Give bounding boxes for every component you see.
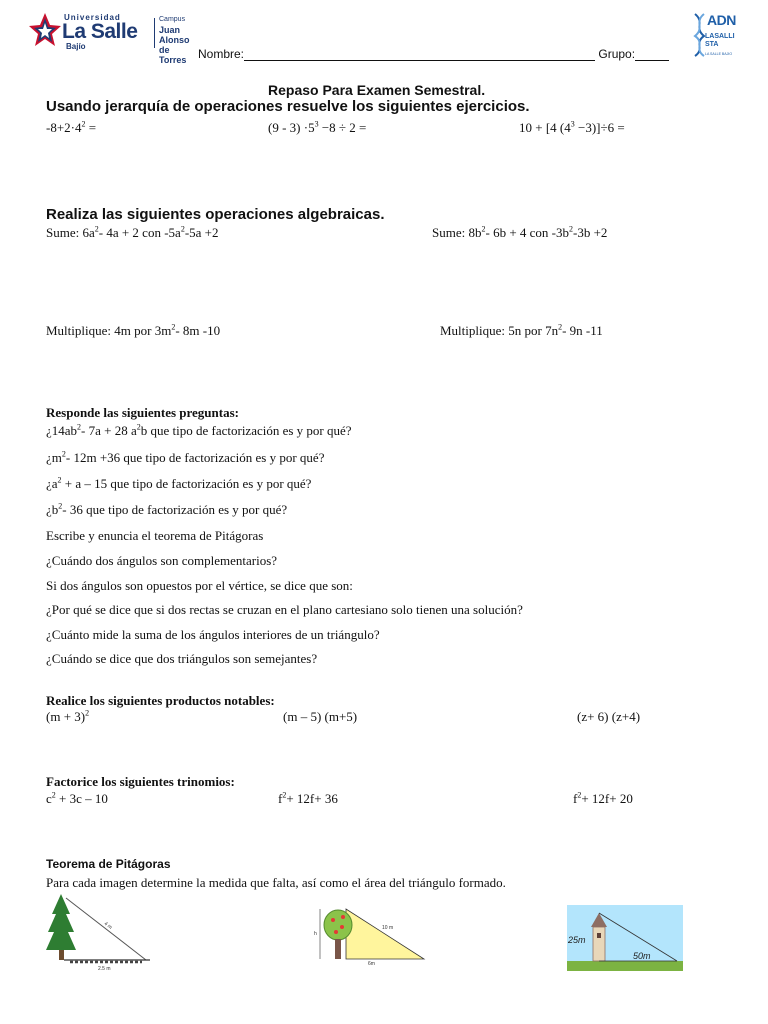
sum-1 xyxy=(46,225,219,241)
adn-lasallista-logo xyxy=(693,12,743,60)
question-9: ¿Cuánto mide la suma de los ángulos interiores de un triángulo? xyxy=(46,627,380,642)
question-3 xyxy=(46,476,311,492)
t3-b: + 12f+ 20 xyxy=(581,791,633,806)
fig2-hyp-label: 10 m xyxy=(382,925,394,931)
ex3-rest: −3)]÷6 = xyxy=(574,120,625,135)
q3-exp: 2 xyxy=(57,475,62,485)
ex3-base: 10 + [4 (4 xyxy=(519,120,571,135)
mul2-a: Multiplique: 5n por 7n xyxy=(440,323,559,338)
section2-heading: Realiza las siguientes operaciones algebraicas. xyxy=(46,206,385,223)
t3-a: f xyxy=(573,791,578,806)
la-salle-logo xyxy=(28,12,190,65)
ex1-rest: = xyxy=(85,120,97,135)
q4-b: - 36 que tipo de factorización es y por qué? xyxy=(62,502,288,517)
logo-campus: Campus xyxy=(159,16,186,23)
mul1-a: Multiplique: 4m por 3m xyxy=(46,323,172,338)
la-salle-star-icon xyxy=(28,12,62,48)
logo-campus-name-2: de Torres xyxy=(159,45,187,65)
name-group-line xyxy=(198,47,669,61)
ex1-exp: 2 xyxy=(81,119,86,129)
section4-heading: Realice los siguientes productos notables: xyxy=(46,693,275,708)
sum2-a: Sume: 8b xyxy=(432,225,482,240)
fig3-height-label: 25m xyxy=(568,935,586,945)
section5-heading: Factorice los siguientes trinomios: xyxy=(46,774,235,789)
t2-exp: 2 xyxy=(282,790,287,800)
product-1 xyxy=(46,709,89,725)
fruit-tree-icon xyxy=(324,910,352,940)
adn-subtitle-1: LASALLI xyxy=(705,33,735,40)
sum1-b: - 4a + 2 con -5a xyxy=(98,225,181,240)
exercise-1 xyxy=(46,120,96,136)
fig3-base-label: 50m xyxy=(633,951,651,961)
figure-tower-triangle xyxy=(567,905,683,971)
nombre-label: Nombre: xyxy=(198,47,245,61)
ex2-rest: −8 ÷ 2 = xyxy=(318,120,367,135)
t2-a: f xyxy=(278,791,283,806)
adn-title: ADN xyxy=(707,12,736,28)
q2-exp: 2 xyxy=(61,449,66,459)
section1-heading: Usando jerarquía de operaciones resuelve los siguientes ejercicios. xyxy=(46,98,530,115)
exercise-3 xyxy=(519,120,625,136)
section6-instruction: Para cada imagen determine la medida que falta, así como el área del triángulo formado. xyxy=(46,875,506,890)
question-1 xyxy=(46,423,352,439)
q1-exp2: 2 xyxy=(136,422,141,432)
sum2-c: -3b +2 xyxy=(573,225,608,240)
q1-b: - 7a + 28 a xyxy=(81,423,137,438)
q4-a: ¿b xyxy=(46,502,59,517)
q2-a: ¿m xyxy=(46,450,62,465)
sum1-exp2: 2 xyxy=(180,224,185,234)
t1-exp: 2 xyxy=(51,790,56,800)
nombre-field[interactable] xyxy=(244,48,595,61)
sum2-b: - 6b + 4 con -3b xyxy=(485,225,569,240)
question-8: ¿Por qué se dice que si dos rectas se cruzan en el plano cartesiano solo tienen una solución? xyxy=(46,602,523,617)
tower-icon xyxy=(593,927,605,961)
figure-tree-triangle xyxy=(44,892,156,972)
logo-name: La Salle xyxy=(62,20,138,43)
ex1-base: -8+2·4 xyxy=(46,120,82,135)
sum-2 xyxy=(432,225,607,241)
ex2-base: (9 - 3) ·5 xyxy=(268,120,315,135)
ex2-exp: 3 xyxy=(314,119,319,129)
q3-a: ¿a xyxy=(46,476,58,491)
q1-a: ¿14ab xyxy=(46,423,78,438)
question-5: Escribe y enuncia el teorema de Pitágoras xyxy=(46,528,264,543)
adn-subtitle-2: STA xyxy=(705,41,719,48)
logo-campus-name xyxy=(159,25,189,65)
question-7: Si dos ángulos son opuestos por el vértice, se dice que son: xyxy=(46,578,353,593)
fig2-base-label: 6m xyxy=(368,961,375,967)
logo-campus-name-1: Juan Alonso xyxy=(159,25,190,45)
multiply-1 xyxy=(46,323,220,339)
multiply-2 xyxy=(440,323,603,339)
fig1-hyp-label: 4 m xyxy=(102,920,114,931)
sum1-exp1: 2 xyxy=(94,224,99,234)
t1-b: + 3c – 10 xyxy=(55,791,108,806)
p1-base: (m + 3) xyxy=(46,709,86,724)
sum2-exp2: 2 xyxy=(569,224,573,234)
product-3: (z+ 6) (z+4) xyxy=(577,709,641,724)
question-10: ¿Cuándo se dice que dos triángulos son semejantes? xyxy=(46,651,318,666)
product-2: (m – 5) (m+5) xyxy=(283,709,358,724)
q1-c: b que tipo de factorización es y por qué? xyxy=(140,423,352,438)
logo-divider xyxy=(154,18,155,48)
sum2-exp1: 2 xyxy=(481,224,486,234)
exercise-2 xyxy=(268,120,366,136)
grupo-field[interactable] xyxy=(635,48,669,61)
sum1-a: Sume: 6a xyxy=(46,225,95,240)
mul1-b: - 8m -10 xyxy=(175,323,221,338)
logo-region: Bajío xyxy=(66,42,86,51)
adn-tiny-text: LA SALLE BAJIO xyxy=(705,52,733,56)
t2-b: + 12f+ 36 xyxy=(286,791,338,806)
q4-exp: 2 xyxy=(58,501,63,511)
t3-exp: 2 xyxy=(577,790,582,800)
grupo-label: Grupo: xyxy=(598,47,636,61)
logo-university: Universidad xyxy=(64,13,121,22)
trinomial-1 xyxy=(46,791,108,807)
section6-heading: Teorema de Pitágoras xyxy=(46,857,171,871)
trinomial-2 xyxy=(278,791,338,807)
fig1-base-label: 2.5 m xyxy=(98,966,111,972)
figure-fruit-tree-triangle xyxy=(312,905,430,967)
page-title: Repaso Para Examen Semestral. xyxy=(268,82,486,98)
question-6: ¿Cuándo dos ángulos son complementarios? xyxy=(46,553,278,568)
p1-exp: 2 xyxy=(85,708,90,718)
mul1-exp: 2 xyxy=(171,322,176,332)
adn-subtitle xyxy=(705,33,735,49)
q3-b: + a – 15 que tipo de factorización es y por qué? xyxy=(61,476,312,491)
t1-a: c xyxy=(46,791,52,806)
question-2 xyxy=(46,450,324,466)
ex3-exp: 3 xyxy=(570,119,575,129)
question-4 xyxy=(46,502,287,518)
mul2-b: - 9n -11 xyxy=(562,323,603,338)
fig2-height-label: h xyxy=(314,931,317,937)
trinomial-3 xyxy=(573,791,633,807)
q2-b: - 12m +36 que tipo de factorización es y por qué? xyxy=(65,450,325,465)
section3-heading: Responde las siguientes preguntas: xyxy=(46,405,239,420)
mul2-exp: 2 xyxy=(558,322,563,332)
q1-exp1: 2 xyxy=(77,422,82,432)
sum1-c: -5a +2 xyxy=(184,225,219,240)
